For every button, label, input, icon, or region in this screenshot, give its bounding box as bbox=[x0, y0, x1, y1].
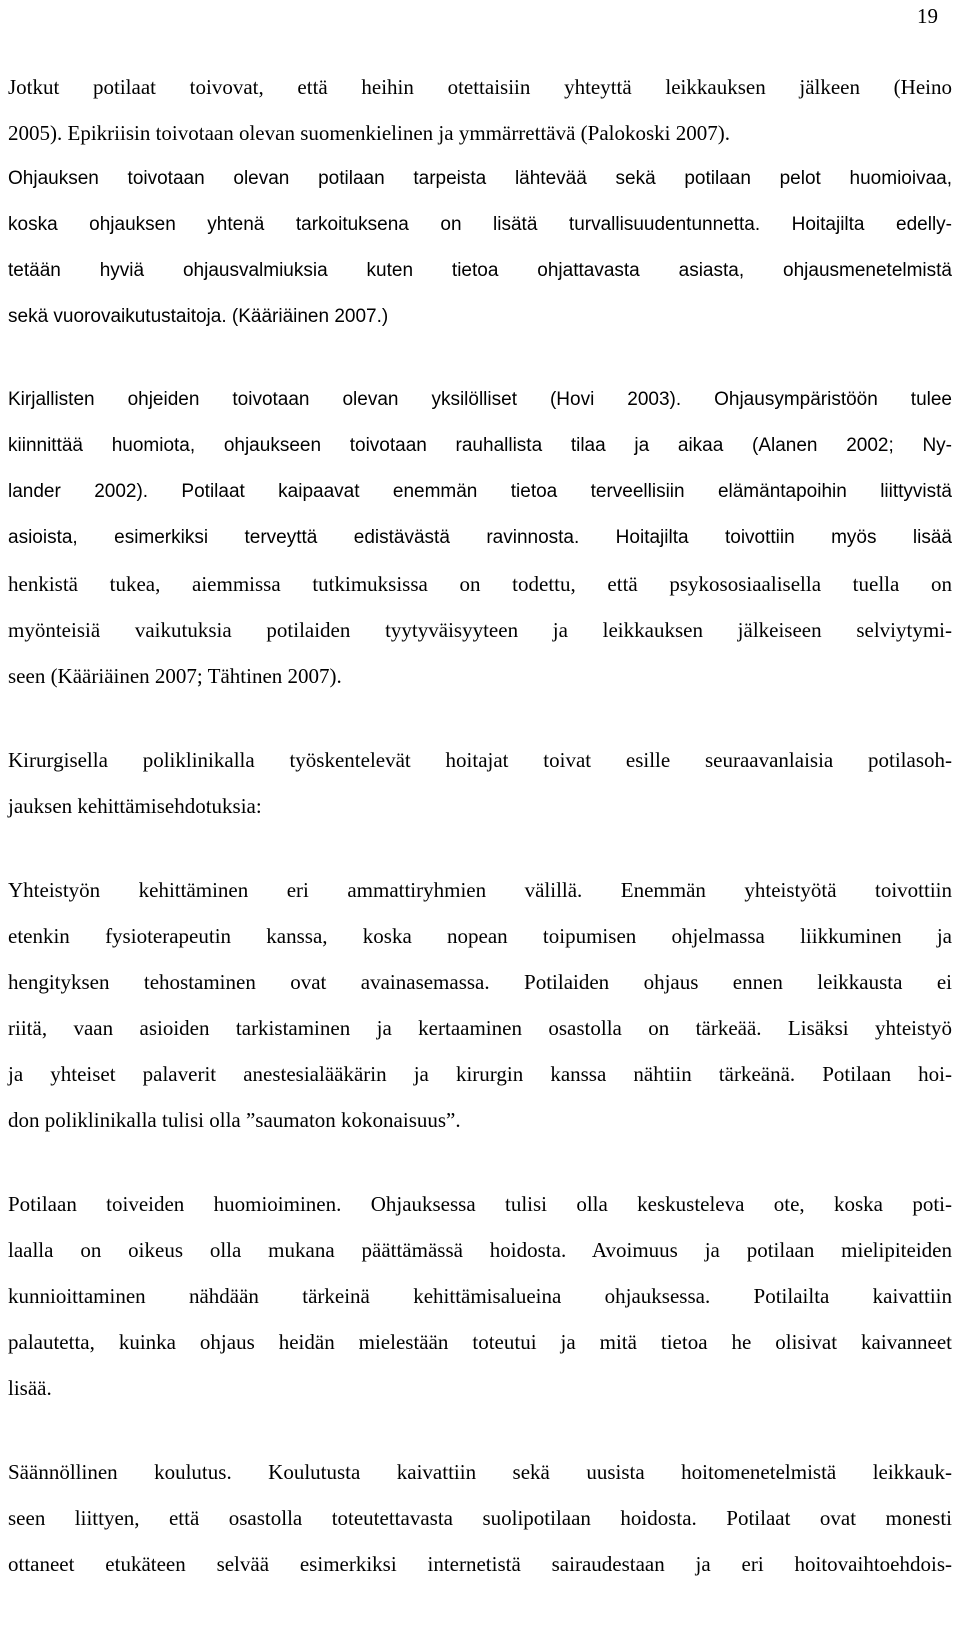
text-line: sekä vuorovaikutustaitoja. (Kääriäinen 2007.) bbox=[8, 306, 389, 327]
text-line: Säännöllinen koulutus. Koulutusta kaivattiin sekä uusista hoitomenetelmistä leikkauk- bbox=[8, 1460, 952, 1484]
text-line: tetään hyviä ohjausvalmiuksia kuten tietoa ohjattavasta asiasta, ohjausmenetelmistä bbox=[8, 260, 952, 281]
text-line: etenkin fysioterapeutin kanssa, koska nopean toipumisen ohjelmassa liikkuminen ja bbox=[8, 924, 952, 948]
text-line: koska ohjauksen yhtenä tarkoituksena on lisätä turvallisuudentunnetta. Hoitajilta edelly- bbox=[8, 214, 952, 235]
text-line: jauksen kehittämisehdotuksia: bbox=[8, 794, 262, 818]
text-line: seen (Kääriäinen 2007; Tähtinen 2007). bbox=[8, 664, 342, 688]
text-line: riitä, vaan asioiden tarkistaminen ja kertaaminen osastolla on tärkeää. Lisäksi yhteistyö bbox=[8, 1016, 952, 1040]
text-line: lander 2002). Potilaat kaipaavat enemmän tietoa terveellisiin elämäntapoihin liittyvistä bbox=[8, 481, 952, 502]
text-line: Kirjallisten ohjeiden toivotaan olevan yksilölliset (Hovi 2003). Ohjausympäristöön tulee bbox=[8, 389, 952, 410]
text-line: Ohjauksen toivotaan olevan potilaan tarpeista lähtevää sekä potilaan pelot huomioivaa, bbox=[8, 168, 952, 189]
text-line: kunnioittaminen nähdään tärkeinä kehittämisalueina ohjauksessa. Potilailta kaivattiin bbox=[8, 1284, 952, 1308]
text-line: asioista, esimerkiksi terveyttä edistävästä ravinnosta. Hoitajilta toivottiin myös lisää bbox=[8, 527, 952, 548]
text-line: ottaneet etukäteen selvää esimerkiksi internetistä sairaudestaan ja eri hoitovaihtoehdois- bbox=[8, 1552, 952, 1576]
text-line: 2005). Epikriisin toivotaan olevan suomenkielinen ja ymmärrettävä (Palokoski 2007). bbox=[8, 121, 731, 145]
text-line: ja yhteiset palaverit anestesialääkärin ja kirurgin kanssa nähtiin tärkeänä. Potilaan hoi- bbox=[8, 1062, 952, 1086]
text-line: palautetta, kuinka ohjaus heidän mielestään toteutui ja mitä tietoa he olisivat kaivanneet bbox=[8, 1330, 952, 1354]
text-line: seen liittyen, että osastolla toteutettavasta suolipotilaan hoidosta. Potilaat ovat monesti bbox=[8, 1506, 952, 1530]
text-line: Yhteistyön kehittäminen eri ammattiryhmien välillä. Enemmän yhteistyötä toivottiin bbox=[8, 878, 952, 902]
text-line: kiinnittää huomiota, ohjaukseen toivotaan rauhallista tilaa ja aikaa (Alanen 2002; Ny- bbox=[8, 435, 952, 456]
text-line: lisää. bbox=[8, 1376, 52, 1400]
text-line: hengityksen tehostaminen ovat avainasemassa. Potilaiden ohjaus ennen leikkausta ei bbox=[8, 970, 952, 994]
text-line: Kirurgisella poliklinikalla työskentelevät hoitajat toivat esille seuraavanlaisia potilasoh- bbox=[8, 748, 952, 772]
text-line: don poliklinikalla tulisi olla ”saumaton kokonaisuus”. bbox=[8, 1108, 461, 1132]
text-line: myönteisiä vaikutuksia potilaiden tyytyväisyyteen ja leikkauksen jälkeiseen selviytymi- bbox=[8, 618, 952, 642]
text-line: laalla on oikeus olla mukana päättämässä hoidosta. Avoimuus ja potilaan mielipiteiden bbox=[8, 1238, 952, 1262]
text-line: henkistä tukea, aiemmissa tutkimuksissa on todettu, että psykososiaalisella tuella on bbox=[8, 572, 952, 596]
text-line: Potilaan toiveiden huomioiminen. Ohjauksessa tulisi olla keskusteleva ote, koska poti- bbox=[8, 1192, 952, 1216]
page-number: 19 bbox=[917, 4, 938, 28]
text-line: Jotkut potilaat toivovat, että heihin otettaisiin yhteyttä leikkauksen jälkeen (Heino bbox=[8, 75, 952, 99]
